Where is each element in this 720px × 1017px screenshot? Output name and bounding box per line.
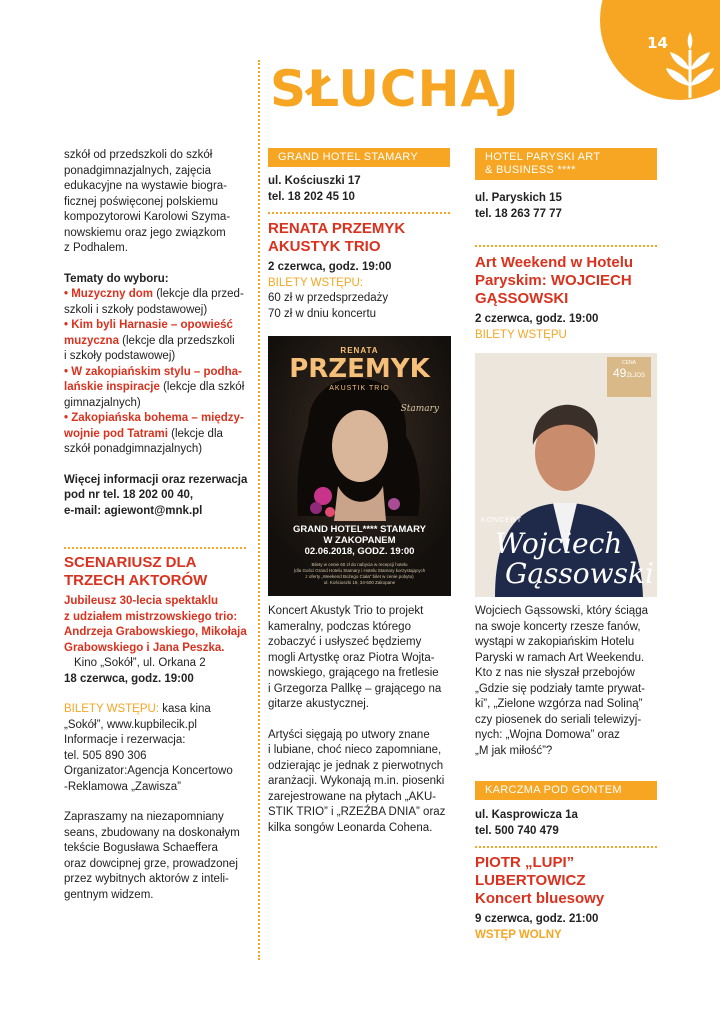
section-divider bbox=[475, 846, 657, 848]
section-divider bbox=[268, 212, 450, 214]
section-divider bbox=[64, 547, 246, 549]
tickets-label: BILETY WSTĘPU: bbox=[268, 276, 364, 289]
concert-poster-przemyk bbox=[268, 336, 451, 596]
desc-line: na swoje koncerty rzesze fanów, bbox=[475, 620, 641, 633]
poster-fineprint bbox=[268, 562, 451, 586]
event-subtitle: Jubileusz 30-lecia spektaklu bbox=[64, 595, 219, 607]
desc-line: ki”, „Zielone wzgórza nad Soliną” bbox=[475, 698, 643, 710]
venue-phone: tel. 500 740 479 bbox=[475, 824, 559, 837]
fine-line: ul. Kościuszki 19, 34-500 Zakopane bbox=[323, 580, 396, 585]
tickets-info: „Sokół”, www.kupbilecik.pl bbox=[64, 718, 197, 731]
intro-line: ficznej poświęconej polskiemu bbox=[64, 195, 219, 208]
desc-line: zobaczyć i usłyszeć będziemy bbox=[268, 636, 422, 648]
outro-line: przez wybitnych aktorów z inteli- bbox=[64, 873, 229, 885]
event-title: AKUSTYK TRIO bbox=[268, 238, 381, 255]
venue-phone: tel. 18 202 45 10 bbox=[268, 190, 355, 203]
desc-line: aranżacji. Wykonają m.in. piosenki bbox=[268, 775, 445, 787]
topic-title: • Kim byli Harnasie – opowieść bbox=[64, 319, 233, 331]
topic-detail: (lekcje dla przed- bbox=[153, 288, 244, 300]
section-divider bbox=[475, 245, 657, 247]
column-right bbox=[475, 191, 661, 222]
topic-line bbox=[64, 334, 250, 350]
column-middle bbox=[268, 174, 454, 205]
venue-bar: KARCZMA POD GONTEM bbox=[475, 781, 657, 800]
desc-line: nych: „Wojna Domowa” oraz bbox=[475, 729, 620, 741]
desc-line: STIK TRIO” i „RZEŹBA DNIA” oraz bbox=[268, 806, 446, 818]
event-title: Art Weekend w Hotelu bbox=[475, 254, 634, 271]
desc-line: „Gdzie się podziały tamte prywat- bbox=[475, 682, 646, 695]
contact-line: Więcej informacji oraz rezerwacja bbox=[64, 473, 248, 486]
event-title: LUBERTOWICZ bbox=[475, 872, 586, 889]
desc-line: wystąpi w zakopiańskim Hotelu bbox=[475, 636, 635, 648]
column-left bbox=[64, 148, 250, 519]
desc-line: Paryski w ramach Art Weekendu. bbox=[475, 651, 645, 664]
fine-line: Bilety w cenie 60 zł do nabycia w recepcji hotelu bbox=[311, 562, 408, 567]
tickets-info: Informacje i rezerwacja: bbox=[64, 734, 186, 746]
desc-line: zarejestrowane na płytach „AKU- bbox=[268, 790, 437, 803]
desc-line: czy piosenek do seriali telewizyj- bbox=[475, 713, 642, 726]
page-number: 14 bbox=[647, 34, 668, 52]
topic-detail: (lekcje dla przedszkoli bbox=[118, 334, 235, 347]
poster-hotel-line: W ZAKOPANEM bbox=[323, 535, 396, 546]
event-title: Paryskim: WOJCIECH bbox=[475, 272, 632, 289]
desc-line: nowskiego, grającego na fretlesie bbox=[268, 667, 439, 679]
venue-address: ul. Paryskich 15 bbox=[475, 192, 562, 204]
topic-detail: (lekcje dla szkół bbox=[159, 381, 245, 393]
topic-title: • Muzyczny dom bbox=[64, 288, 154, 300]
desc-line: kameralny, podczas którego bbox=[268, 620, 411, 633]
event-subtitle: Grabowskiego i Jana Peszka. bbox=[64, 641, 225, 654]
contact-line: pod nr tel. 18 202 00 40, bbox=[64, 489, 194, 501]
fine-line: z oferty „Weekend Bożego Ciała” bilet w cenie pobytu) bbox=[305, 574, 414, 579]
topic-line bbox=[64, 287, 250, 303]
event-title: RENATA PRZEMYK bbox=[268, 220, 406, 237]
desc-line: „M jak miłość”? bbox=[475, 744, 553, 757]
intro-line: nowskiemu oraz jego związkom bbox=[64, 226, 226, 239]
topics-heading: Tematy do wyboru: bbox=[64, 272, 169, 285]
middle-description bbox=[268, 604, 454, 836]
desc-line: i Grzegorza Pallkę – grającego na bbox=[268, 682, 442, 695]
middle-event bbox=[268, 220, 454, 322]
desc-line: odzierając je jednak z pierwotnych bbox=[268, 759, 444, 772]
intro-line: z Podhalem. bbox=[64, 242, 128, 254]
topic-title: • Zakopiańska bohema – między- bbox=[64, 412, 244, 424]
desc-line: kilka songów Leonarda Cohena. bbox=[268, 821, 433, 834]
tickets-line bbox=[64, 702, 250, 718]
event-venue: Kino „Sokół”, ul. Orkana 2 bbox=[74, 657, 206, 669]
venue-phone: tel. 18 263 77 77 bbox=[475, 207, 562, 220]
topic-line: szkoli i szkoły podstawowej) bbox=[64, 303, 208, 316]
poster-hotel-brand: Stamary bbox=[400, 404, 439, 414]
desc-line: Kto z nas nie słyszał przebojów bbox=[475, 667, 635, 679]
poster-firstname: Wojciech bbox=[495, 527, 623, 560]
poster-name-small: RENATA bbox=[340, 346, 379, 355]
price-line bbox=[607, 366, 651, 383]
price-badge bbox=[607, 357, 651, 397]
poster-hotel-text bbox=[268, 524, 451, 557]
price-unit: ZŁ bbox=[626, 373, 634, 379]
tickets-info: tel. 505 890 306 bbox=[64, 749, 147, 762]
intro-line: edukacyjne na wystawie biogra- bbox=[64, 180, 228, 192]
outro-line: oraz dowcipnej grze, prowadzonej bbox=[64, 857, 238, 870]
event-subtitle: Koncert bluesowy bbox=[475, 890, 605, 907]
event-subtitle: z udziałem mistrzowskiego trio: bbox=[64, 610, 238, 623]
right-event2 bbox=[475, 854, 661, 943]
right-description bbox=[475, 604, 661, 759]
poster-date: 02.06.2018, GODZ. 19:00 bbox=[304, 546, 415, 557]
desc-line: Wojciech Gąssowski, który ściąga bbox=[475, 605, 648, 617]
price-line: 60 zł w przedsprzedaży bbox=[268, 292, 389, 304]
right-venue2 bbox=[475, 808, 661, 839]
poster-hotel-line: GRAND HOTEL**** STAMARY bbox=[292, 524, 426, 535]
desc-line: gitarze akustycznej. bbox=[268, 698, 369, 710]
poster-name: PRZEMYK bbox=[289, 354, 430, 384]
event-subtitle: Andrzeja Grabowskiego, Mikołaja bbox=[64, 626, 247, 638]
poster-sub: AKUSTIK TRIO bbox=[329, 385, 390, 392]
poster-surname: Gąssowski bbox=[505, 557, 654, 590]
tickets-info: kasa kina bbox=[159, 703, 211, 715]
event-title: TRZECH AKTORÓW bbox=[64, 572, 208, 589]
price-value: 49 bbox=[612, 366, 627, 380]
contact-email[interactable]: e-mail: agiewont@mnk.pl bbox=[64, 504, 203, 517]
event-date: 9 czerwca, godz. 21:00 bbox=[475, 913, 599, 925]
event-date: 18 czerwca, godz. 19:00 bbox=[64, 672, 194, 685]
tickets-label: BILETY WSTĘPU bbox=[475, 328, 567, 341]
wheat-icon bbox=[664, 30, 716, 100]
intro-line: ponadgimnazjalnych, zajęcia bbox=[64, 164, 212, 177]
desc-line: i lubiane, choć nieco zapomniane, bbox=[268, 744, 442, 756]
entry-label: WSTĘP WOLNY bbox=[475, 928, 562, 941]
topic-line: i szkoły podstawowej) bbox=[64, 350, 176, 362]
price-line: 70 zł w dniu koncertu bbox=[268, 307, 377, 320]
price-extra: JOS bbox=[633, 373, 646, 379]
fine-line: (dla Gości Grand Hotelu Stamary i Hotelu Stamary korzystających bbox=[293, 568, 426, 573]
desc-line: Artyści sięgają po utwory znane bbox=[268, 728, 430, 741]
event-date: 2 czerwca, godz. 19:00 bbox=[268, 261, 392, 273]
desc-line: Koncert Akustyk Trio to projekt bbox=[268, 605, 424, 617]
venue-bar: GRAND HOTEL STAMARY bbox=[268, 148, 450, 167]
event-date: 2 czerwca, godz. 19:00 bbox=[475, 313, 599, 325]
column-divider bbox=[258, 60, 260, 960]
poster-name bbox=[495, 529, 654, 589]
column-left-event bbox=[64, 554, 250, 903]
venue-address: ul. Kasprowicza 1a bbox=[475, 809, 578, 821]
desc-line: mogli Artystkę oraz Piotra Wojta- bbox=[268, 651, 435, 664]
topic-title: muzyczna bbox=[64, 334, 119, 347]
topic-line: gimnazjalnych) bbox=[64, 396, 141, 409]
topic-title: lańskie inspiracje bbox=[64, 381, 160, 393]
outro-line: seans, zbudowany na doskonałym bbox=[64, 826, 240, 839]
topic-title: • W zakopiańskim stylu – podha- bbox=[64, 365, 242, 378]
event-title: PIOTR „LUPI” bbox=[475, 854, 575, 871]
topic-line bbox=[64, 427, 250, 443]
venue-bar bbox=[475, 148, 657, 180]
outro-line: gentnym widzem. bbox=[64, 888, 154, 901]
price-label: CENA bbox=[622, 360, 636, 366]
venue-address: ul. Kościuszki 17 bbox=[268, 175, 361, 187]
event-title: SCENARIUSZ DLA bbox=[64, 554, 197, 571]
intro-line: szkół od przedszkoli do szkół bbox=[64, 149, 213, 161]
topic-title: wojnie pod Tatrami bbox=[64, 427, 168, 440]
topic-detail: (lekcje dla bbox=[167, 427, 223, 440]
page-title: SŁUCHAJ bbox=[270, 60, 520, 118]
topic-line: szkół ponadgimnazjalnych) bbox=[64, 443, 203, 455]
concert-poster-gassowski bbox=[475, 353, 657, 597]
intro-line: kompozytorowi Karolowi Szyma- bbox=[64, 211, 231, 223]
event-title: GĄSSOWSKI bbox=[475, 290, 569, 307]
outro-line: Zapraszamy na niezapomniany bbox=[64, 811, 224, 823]
poster-koncert: KONCERT bbox=[481, 517, 523, 524]
venue-bar-line: HOTEL PARYSKI ART bbox=[485, 151, 601, 163]
tickets-label: BILETY WSTĘPU: bbox=[64, 703, 160, 715]
tickets-info: -Reklamowa „Zawisza” bbox=[64, 780, 181, 793]
venue-bar-line: & BUSINESS **** bbox=[485, 164, 576, 176]
tickets-info: Organizator:Agencja Koncertowo bbox=[64, 765, 233, 777]
topic-line bbox=[64, 380, 250, 396]
outro-line: tekście Bogusława Schaeffera bbox=[64, 842, 218, 854]
right-event bbox=[475, 254, 661, 343]
